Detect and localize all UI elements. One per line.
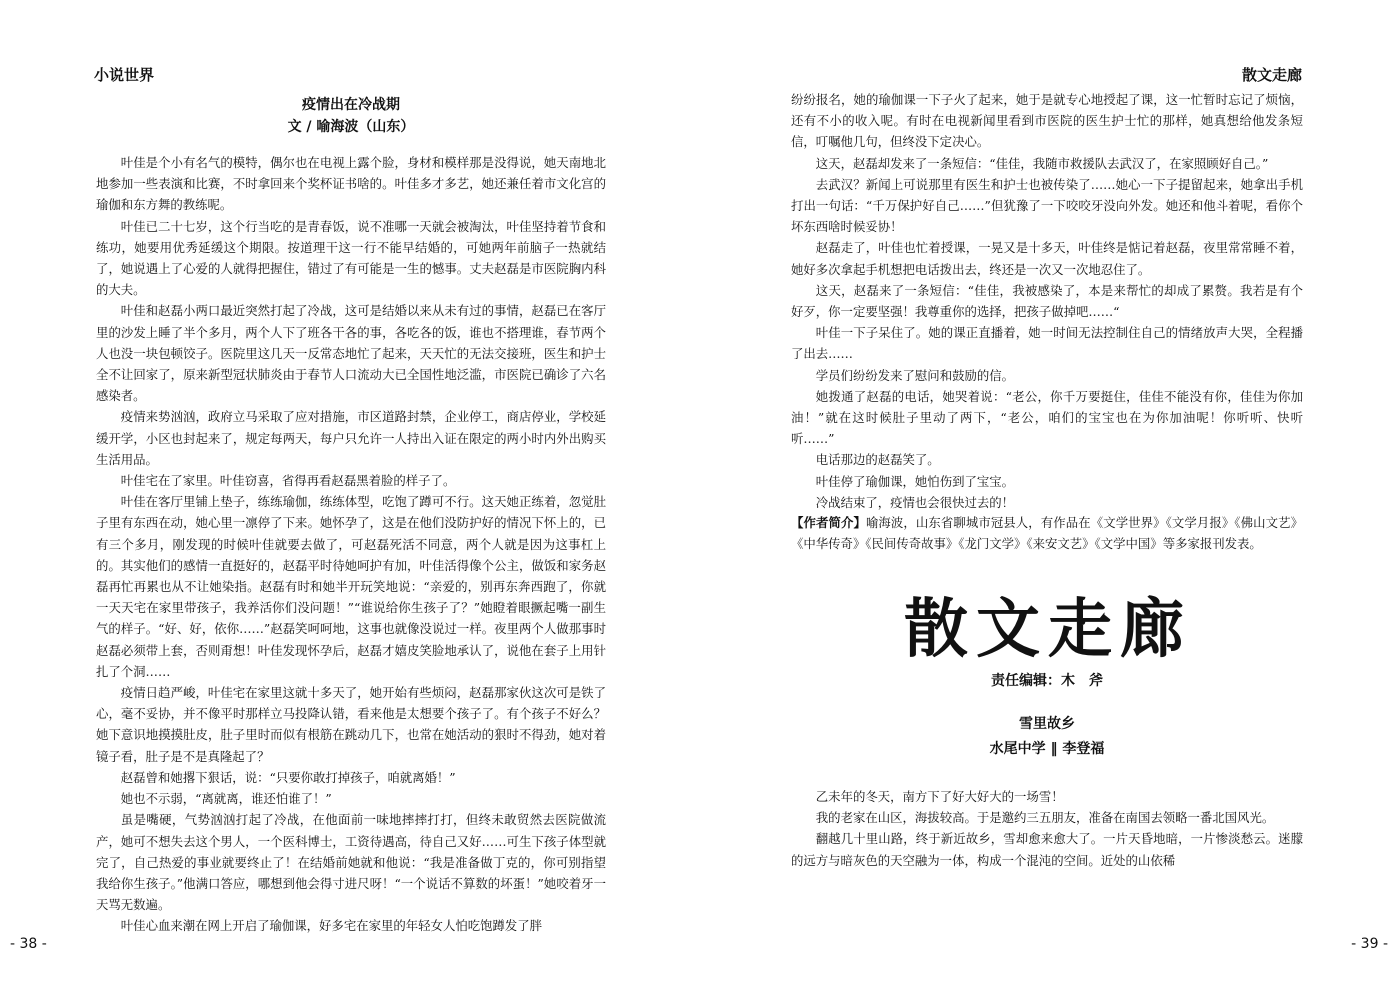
essay-title-block [791, 712, 1303, 762]
paragraph: 纷纷报名，她的瑜伽课一下子火了起来，她于是就专心地授起了课，这一忙暂时忘记了烦恼，还有不小的收入呢。有时在电视新闻里看到市医院的医生护士忙的那样，她真想给他发条短信，叮嘱他几句，但终没下定决心。 [791, 92, 1303, 150]
paragraph: 疫情日趋严峻，叶佳宅在家里这就十多天了，她开始有些烦闷，赵磊那家伙这次可是铁了心，毫不妥协，并不像平时那样立马投降认错，看来他是太想要个孩子了。有个孩子不好么？她下意识地摸摸肚皮，肚子里时而似有根筋在跳动几下，也常在她活动的狠时不得劲，她对着镜子看，肚子是不是真隆起了？ [96, 685, 606, 764]
page-number-left: - 38 - [10, 936, 47, 952]
paragraph: 她也不示弱，“离就离，谁还怕谁了！” [120, 791, 332, 807]
author-bio-text: 喻海波，山东省聊城市冠县人，有作品在《文学世界》《文学月报》《佛山文艺》《中华传奇》《民间传奇故事》《龙门文学》《来安文艺》《文学中国》等多家报刊发表。 [791, 515, 1304, 552]
paragraph: 叶佳心血来潮在网上开启了瑜伽课，好多宅在家里的年轻女人怕吃饱蹲发了胖 [120, 918, 543, 934]
page-number-right: - 39 - [1351, 936, 1388, 952]
paragraph: 叶佳停了瑜伽课，她怕伤到了宝宝。 [815, 473, 1015, 489]
section-header-left: 小说世界 [94, 66, 155, 84]
paragraph: 我的老家在山区，海拔较高。于是邀约三五朋友，准备在南国去领略一番北国风光。 [815, 810, 1275, 826]
paragraph: 电话那边的赵磊笑了。 [815, 452, 940, 468]
calligraphy-banner-text: 散文走廊 [904, 592, 1192, 665]
author-bio [791, 512, 1303, 554]
paragraph: 翻越几十里山路，终于新近故乡，雪却愈来愈大了。一片天昏地暗，一片惨淡愁云。迷朦的远方与暗灰色的天空融为一体，构成一个混沌的空间。近处的山依稀 [791, 831, 1303, 868]
story-byline: 文 / 喻海波（山东） [287, 119, 415, 135]
essay-body [791, 786, 1303, 871]
story-title: 疫情出在冷战期 [302, 97, 400, 113]
paragraph: 叶佳已二十七岁，这个行当吃的是青春饭，说不准哪一天就会被淘汰，叶佳坚持着节食和练功，她要用优秀延缓这个期限。按道理干这一行不能早结婚的，可她两年前脑子一热就结了，她说遇上了心爱的人就得把握住，错过了有可能是一生的憾事。丈夫赵磊是市医院胸内科的大夫。 [96, 218, 606, 298]
paragraph: 这天，赵磊来了一条短信：“佳佳，我被感染了，本是来帮忙的却成了累赘。我若是有个好歹，你一定要坚强！我尊重你的选择，把孩子做掉吧……“ [791, 282, 1303, 320]
paragraph: 冷战结束了，疫情也会很快过去的！ [815, 494, 1015, 510]
calligraphy-banner [888, 585, 1208, 665]
paragraph: 这天，赵磊却发来了一条短信：“佳佳，我随市救援队去武汉了，在家照顾好自己。” [815, 155, 1269, 171]
paragraph: 叶佳是个小有名气的模特，偶尔也在电视上露个脸，身材和模样那是没得说，她天南地北地参加一些表演和比赛，不时拿回来个奖杯证书啥的。叶佳多才多艺，她还兼任着市文化宫的瑜伽和东方舞的教练呢。 [96, 155, 606, 213]
paragraph: 叶佳宅在了家里。叶佳窃喜，省得再看赵磊黑着脸的样子了。 [120, 473, 456, 489]
paragraph: 去武汉？新闻上可说那里有医生和护士也被传染了……她心一下子提留起来，她拿出手机打出一句话：“千万保护好自己……”但犹豫了一下咬咬牙没向外发。她还和他斗着呢，看你个坏东西啥时候妥协！ [791, 176, 1303, 235]
paragraph: 学员们纷纷发来了慰问和鼓励的信。 [815, 367, 1015, 383]
paragraph: 赵磊曾和她撂下狠话，说：“只要你敢打掉孩子，咱就离婚！” [120, 769, 456, 785]
essay-author: 水尾中学 ‖ 李登福 [989, 741, 1105, 757]
paragraph: 疫情来势汹汹，政府立马采取了应对措施，市区道路封禁，企业停工，商店停业，学校延缓开学，小区也封起来了，规定每两天，每户只允许一人持出入证在限定的两小时内外出购买生活用品。 [96, 409, 606, 467]
section-header-right: 散文走廊 [1241, 66, 1302, 84]
author-bio-label: 【作者简介】 [791, 515, 866, 530]
paragraph: 赵磊走了，叶佳也忙着授课，一晃又是十多天，叶佳终是惦记着赵磊，夜里常常睡不着，她好多次拿起手机想把电话拨出去，终还是一次又一次地忍住了。 [791, 240, 1303, 277]
story-body-left [96, 152, 606, 937]
story-body-right [791, 89, 1303, 513]
story-title-block [96, 94, 606, 138]
paragraph: 叶佳一下子呆住了。她的课正直播着，她一时间无法控制住自己的情绪放声大哭，全程播了出去…… [791, 325, 1303, 362]
paragraph: 叶佳在客厅里铺上垫子，练练瑜伽，练练体型，吃饱了蹲可不行。这天她正练着，忽觉肚子里有东西在动，她心里一凛停了下来。她怀孕了，这是在他们没防护好的情况下怀上的，已有三个多月，刚发现的时候叶佳就要去做了，可赵磊死活不同意，两个人就是因为这事杠上的。其实他们的感情一直挺好的，赵磊平时待她呵护有加，叶佳活得像个公主，做饭和家务赵磊再忙再累也从不让她染指。赵磊有时和她半开玩笑地说：“亲爱的，别再东奔西跑了，你就一天天宅在家里带孩子，我养活你们没问题！”“谁说给你生孩子了？”她瞪着眼撅起嘴一副生气的样子。“好、好，依你……”赵磊笑呵呵地，这事也就像没说过一样。夜里两个人做那事时赵磊必须带上套，否则甭想！叶佳发现怀孕后，赵磊才嬉皮笑脸地承认了，说他在套子上用针扎了个洞…… [96, 494, 606, 679]
paragraph: 她拨通了赵磊的电话，她哭着说：“老公，你千万要挺住，佳佳不能没有你，佳佳为你加油！”就在这时候肚子里动了两下，“老公，咱们的宝宝也在为你加油呢！你听听、快听听……” [791, 388, 1303, 447]
paragraph: 乙未年的冬天，南方下了好大好大的一场雪！ [815, 789, 1064, 804]
paragraph: 虽是嘴硬，气势汹汹打起了冷战，在他面前一味地摔摔打打，但终未敢贸然去医院做流产，她可不想失去这个男人，一个医科博士，工资待遇高，待自己又好……可生下孩子体型就完了，自己热爱的事业就要终止了！在结婚前她就和他说：“我是准备做丁克的，你可别指望我给你生孩子。”他满口答应，哪想到他会得寸进尺呀！“一个说话不算数的坏蛋！”她咬着牙一天骂无数遍。 [96, 812, 606, 913]
paragraph: 叶佳和赵磊小两口最近突然打起了冷战，这可是结婚以来从未有过的事情，赵磊已在客厅里的沙发上睡了半个多月，两个人下了班各干各的事，各吃各的饭，谁也不搭理谁，春节两个人也没一块包顿饺子。医院里这几天一反常态地忙了起来，天天忙的无法交接班，医生和护士全不让回家了，原来新型冠状肺炎由于春节人口流动大已全国性地泛滥，市医院已确诊了六名感染者。 [96, 303, 606, 404]
responsible-editor: 责任编辑：木 斧 [991, 673, 1103, 689]
essay-title: 雪里故乡 [1019, 716, 1075, 732]
